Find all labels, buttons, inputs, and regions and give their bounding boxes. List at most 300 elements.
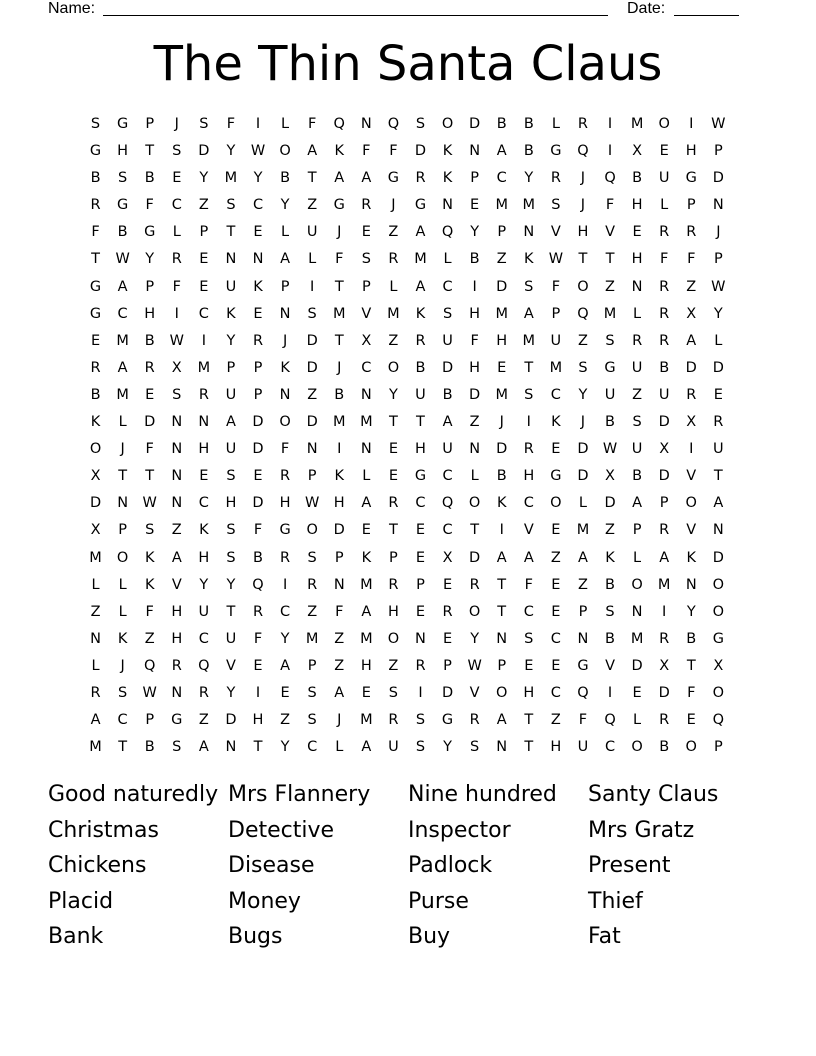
grid-letter[interactable]: K [442,170,453,187]
grid-letter[interactable]: I [472,278,477,295]
grid-letter[interactable]: P [713,251,723,268]
grid-letter[interactable]: P [199,224,209,241]
grid-letter[interactable]: A [496,712,507,729]
grid-letter[interactable]: U [225,278,237,295]
grid-letter[interactable]: E [361,224,371,241]
grid-letter[interactable]: B [605,576,615,593]
grid-letter[interactable]: T [334,332,344,349]
grid-letter[interactable]: R [171,657,182,674]
grid-letter[interactable]: L [172,224,181,241]
grid-letter[interactable]: Z [550,712,561,729]
grid-letter[interactable]: C [252,197,264,214]
grid-letter[interactable]: I [255,116,261,132]
grid-letter[interactable]: G [116,116,129,132]
grid-letter[interactable]: S [524,278,534,295]
grid-letter[interactable]: D [198,143,210,160]
grid-letter[interactable]: G [441,712,454,729]
grid-letter[interactable]: R [388,712,399,729]
grid-letter[interactable]: S [470,739,480,756]
grid-letter[interactable]: K [551,414,561,431]
grid-letter[interactable]: S [199,116,209,132]
grid-letter[interactable]: L [633,549,642,566]
grid-letter[interactable]: K [415,305,426,322]
grid-letter[interactable]: W [115,251,130,268]
grid-letter[interactable]: F [145,197,154,214]
grid-letter[interactable]: L [714,332,723,349]
grid-letter[interactable]: B [442,386,453,403]
grid-letter[interactable]: K [686,549,697,566]
grid-letter[interactable]: R [686,386,697,403]
grid-letter[interactable]: A [361,739,372,756]
grid-letter[interactable]: U [577,739,589,756]
grid-letter[interactable]: E [632,684,642,701]
grid-letter[interactable]: B [253,549,263,566]
grid-letter[interactable]: F [578,712,588,729]
grid-letter[interactable]: M [495,386,508,403]
grid-letter[interactable]: Z [605,522,615,539]
grid-letter[interactable]: H [523,684,535,701]
grid-letter[interactable]: T [118,739,128,756]
grid-letter[interactable]: E [253,657,263,674]
grid-letter[interactable]: L [362,468,371,485]
grid-letter[interactable]: D [252,441,264,458]
grid-letter[interactable]: Z [90,603,101,620]
grid-letter[interactable]: E [199,251,209,268]
grid-letter[interactable]: M [197,359,211,376]
grid-letter[interactable]: N [279,386,291,403]
grid-letter[interactable]: K [253,278,263,295]
grid-letter[interactable]: Z [198,712,209,729]
grid-letter[interactable]: Z [388,657,399,674]
grid-letter[interactable]: M [305,630,319,647]
grid-letter[interactable]: H [469,305,481,322]
grid-letter[interactable]: R [713,414,724,431]
grid-letter[interactable]: F [551,278,561,295]
grid-letter[interactable]: Q [441,224,454,241]
grid-letter[interactable]: T [416,414,425,431]
grid-letter[interactable]: D [252,414,264,431]
grid-letter[interactable]: D [658,684,670,701]
grid-letter[interactable]: Q [252,576,264,593]
grid-letter[interactable]: H [387,603,399,620]
grid-letter[interactable]: M [89,549,102,566]
grid-letter[interactable]: H [631,197,643,214]
grid-letter[interactable]: O [306,522,318,539]
grid-letter[interactable]: T [388,414,398,431]
grid-letter[interactable]: Z [605,278,615,295]
grid-letter[interactable]: A [415,224,426,241]
grid-letter[interactable]: A [361,170,372,187]
grid-letter[interactable]: D [441,359,454,376]
grid-letter[interactable]: N [171,684,183,701]
grid-letter[interactable]: D [469,386,481,403]
grid-letter[interactable]: X [90,468,101,485]
grid-letter[interactable]: J [120,441,125,458]
grid-letter[interactable]: C [198,630,209,647]
grid-letter[interactable]: H [144,305,156,322]
grid-letter[interactable]: Y [226,332,236,349]
grid-letter[interactable]: C [171,197,182,214]
grid-letter[interactable]: R [198,386,209,403]
grid-letter[interactable]: Y [280,197,290,214]
grid-letter[interactable]: D [685,359,697,376]
grid-letter[interactable]: B [632,170,643,187]
grid-letter[interactable]: E [145,386,155,403]
grid-letter[interactable]: E [253,224,263,241]
grid-letter[interactable]: U [631,359,643,376]
grid-letter[interactable]: E [253,305,263,322]
grid-letter[interactable]: H [333,495,345,512]
grid-letter[interactable]: B [415,359,426,376]
grid-letter[interactable]: D [469,549,481,566]
grid-letter[interactable]: D [333,522,345,539]
grid-letter[interactable]: Y [686,603,696,620]
grid-letter[interactable]: N [523,224,535,241]
grid-letter[interactable]: Q [577,143,589,160]
grid-letter[interactable]: E [632,224,642,241]
grid-letter[interactable]: U [388,739,399,756]
grid-letter[interactable]: P [361,278,371,295]
grid-letter[interactable]: R [659,522,670,539]
grid-letter[interactable]: M [224,170,238,187]
grid-letter[interactable]: S [226,549,236,566]
grid-letter[interactable]: A [659,549,670,566]
grid-letter[interactable]: F [605,197,615,214]
grid-letter[interactable]: A [334,170,345,187]
grid-letter[interactable]: N [171,414,183,431]
grid-letter[interactable]: B [523,143,534,160]
grid-letter[interactable]: T [578,251,588,268]
grid-letter[interactable]: Y [199,170,209,187]
grid-letter[interactable]: Q [143,657,156,674]
grid-letter[interactable]: X [442,549,453,566]
grid-letter[interactable]: D [577,468,589,485]
grid-letter[interactable]: T [226,603,236,620]
grid-letter[interactable]: H [252,712,264,729]
grid-letter[interactable]: S [524,386,534,403]
grid-letter[interactable]: T [605,251,615,268]
grid-letter[interactable]: N [117,495,129,512]
grid-letter[interactable]: G [604,359,616,376]
grid-letter[interactable]: N [496,739,508,756]
grid-letter[interactable]: P [416,576,425,593]
grid-letter[interactable]: N [469,441,481,458]
grid-letter[interactable]: L [633,305,642,322]
grid-letter[interactable]: M [549,359,563,376]
grid-letter[interactable]: W [250,143,266,160]
grid-letter[interactable]: N [415,630,426,647]
grid-letter[interactable]: N [712,197,724,214]
grid-letter[interactable]: C [442,522,453,539]
grid-letter[interactable]: B [659,739,670,756]
grid-letter[interactable]: B [117,224,128,241]
grid-letter[interactable]: T [118,468,128,485]
grid-letter[interactable]: M [360,630,373,647]
grid-letter[interactable]: K [361,549,372,566]
grid-letter[interactable]: B [90,386,101,403]
grid-letter[interactable]: T [497,576,507,593]
grid-letter[interactable]: F [524,576,533,593]
grid-letter[interactable]: S [415,712,426,729]
grid-letter[interactable]: S [226,468,236,485]
grid-letter[interactable]: T [253,739,263,756]
grid-letter[interactable]: R [90,197,101,214]
grid-letter[interactable]: D [306,414,318,431]
grid-letter[interactable]: U [658,170,670,187]
grid-letter[interactable]: M [332,305,346,322]
grid-letter[interactable]: N [360,441,372,458]
grid-letter[interactable]: G [144,224,156,241]
grid-letter[interactable]: H [415,441,426,458]
grid-letter[interactable]: M [630,630,644,647]
grid-letter[interactable]: K [605,549,615,566]
grid-letter[interactable]: O [550,495,562,512]
grid-letter[interactable]: F [307,116,317,132]
grid-letter[interactable]: A [523,549,534,566]
grid-letter[interactable]: I [337,441,342,458]
grid-letter[interactable]: O [468,495,481,512]
grid-letter[interactable]: T [524,712,534,729]
grid-letter[interactable]: D [144,414,156,431]
grid-letter[interactable]: L [389,278,398,295]
grid-letter[interactable]: K [144,549,155,566]
grid-letter[interactable]: M [89,739,102,756]
grid-letter[interactable]: A [117,278,128,295]
grid-letter[interactable]: X [361,332,372,349]
grid-letter[interactable]: R [280,549,291,566]
grid-letter[interactable]: C [550,684,561,701]
grid-letter[interactable]: T [226,224,236,241]
grid-letter[interactable]: J [716,224,721,241]
grid-letter[interactable]: T [524,739,534,756]
grid-letter[interactable]: G [550,143,562,160]
grid-letter[interactable]: U [658,386,670,403]
grid-letter[interactable]: N [252,251,264,268]
grid-letter[interactable]: R [523,441,534,458]
grid-letter[interactable]: R [469,712,480,729]
grid-letter[interactable]: M [387,305,400,322]
grid-letter[interactable]: I [607,143,613,160]
grid-letter[interactable]: O [685,739,697,756]
grid-letter[interactable]: A [361,603,372,620]
grid-letter[interactable]: B [632,468,643,485]
grid-letter[interactable]: I [607,684,613,701]
grid-letter[interactable]: Z [198,197,209,214]
grid-letter[interactable]: A [496,143,507,160]
grid-letter[interactable]: J [499,414,504,431]
grid-letter[interactable]: N [496,630,508,647]
grid-letter[interactable]: X [659,441,670,458]
grid-letter[interactable]: O [387,630,400,647]
grid-letter[interactable]: N [712,522,724,539]
grid-letter[interactable]: I [607,116,613,132]
grid-letter[interactable]: R [659,630,670,647]
grid-letter[interactable]: W [142,684,157,701]
grid-letter[interactable]: G [712,630,724,647]
grid-letter[interactable]: U [442,332,453,349]
grid-letter[interactable]: S [415,739,426,756]
grid-letter[interactable]: M [414,251,427,268]
grid-letter[interactable]: B [90,170,101,187]
grid-letter[interactable]: P [253,386,263,403]
grid-letter[interactable]: E [713,386,723,403]
grid-letter[interactable]: P [551,305,561,322]
grid-letter[interactable]: A [523,305,534,322]
grid-letter[interactable]: E [361,684,371,701]
grid-letter[interactable]: C [550,386,561,403]
grid-letter[interactable]: S [307,305,317,322]
grid-letter[interactable]: H [198,549,210,566]
grid-letter[interactable]: C [415,495,426,512]
grid-letter[interactable]: A [713,495,724,512]
grid-letter[interactable]: I [499,522,504,539]
grid-letter[interactable]: E [551,576,561,593]
grid-letter[interactable]: F [145,603,154,620]
grid-letter[interactable]: Q [712,712,725,729]
grid-letter[interactable]: Z [632,386,643,403]
grid-letter[interactable]: E [442,630,453,647]
grid-letter[interactable]: Z [171,522,182,539]
grid-letter[interactable]: E [551,441,561,458]
grid-letter[interactable]: G [279,522,291,539]
grid-letter[interactable]: L [443,251,452,268]
grid-letter[interactable]: X [632,143,643,160]
grid-letter[interactable]: C [442,468,453,485]
grid-letter[interactable]: I [662,603,667,620]
grid-letter[interactable]: A [198,739,209,756]
grid-letter[interactable]: K [496,495,507,512]
grid-letter[interactable]: O [631,739,643,756]
grid-letter[interactable]: X [90,522,101,539]
grid-letter[interactable]: Y [578,386,588,403]
grid-letter[interactable]: O [468,603,481,620]
grid-letter[interactable]: D [658,414,670,431]
grid-letter[interactable]: E [280,684,290,701]
grid-letter[interactable]: G [116,197,129,214]
grid-letter[interactable]: M [360,712,373,729]
grid-letter[interactable]: Y [713,305,723,322]
grid-letter[interactable]: Z [334,657,345,674]
grid-letter[interactable]: C [307,739,318,756]
grid-letter[interactable]: T [145,143,155,160]
grid-letter[interactable]: L [308,251,317,268]
grid-letter[interactable]: V [605,657,615,674]
grid-letter[interactable]: Z [577,332,588,349]
grid-letter[interactable]: M [495,305,508,322]
grid-letter[interactable]: D [89,495,102,512]
grid-letter[interactable]: B [144,739,155,756]
grid-letter[interactable]: T [686,657,696,674]
grid-letter[interactable]: N [306,441,318,458]
grid-letter[interactable]: F [253,630,263,647]
grid-letter[interactable]: J [580,414,586,431]
grid-letter[interactable]: S [307,712,317,729]
grid-letter[interactable]: Q [441,495,454,512]
grid-letter[interactable]: E [415,522,426,539]
grid-letter[interactable]: O [712,684,725,701]
grid-letter[interactable]: K [226,305,236,322]
grid-letter[interactable]: R [252,332,264,349]
grid-letter[interactable]: Z [388,332,399,349]
grid-letter[interactable]: R [144,359,155,376]
grid-letter[interactable]: R [632,332,643,349]
grid-letter[interactable]: H [171,603,183,620]
grid-letter[interactable]: B [496,468,507,485]
grid-letter[interactable]: N [360,386,372,403]
grid-letter[interactable]: B [496,116,507,132]
grid-letter[interactable]: A [334,684,345,701]
grid-letter[interactable]: J [337,359,342,376]
grid-letter[interactable]: X [686,414,697,431]
grid-letter[interactable]: B [659,359,670,376]
grid-letter[interactable]: F [660,251,669,268]
grid-letter[interactable]: H [279,495,291,512]
grid-letter[interactable]: S [388,684,398,701]
grid-letter[interactable]: C [361,359,372,376]
grid-letter[interactable]: D [252,495,264,512]
grid-letter[interactable]: N [171,495,183,512]
grid-letter[interactable]: L [633,712,642,729]
grid-letter[interactable]: I [418,684,423,701]
grid-letter[interactable]: Q [198,657,210,674]
grid-letter[interactable]: N [171,468,183,485]
grid-letter[interactable]: J [337,712,342,729]
grid-letter[interactable]: P [713,143,723,160]
grid-letter[interactable]: A [307,143,318,160]
grid-letter[interactable]: B [334,386,345,403]
grid-letter[interactable]: G [89,305,102,322]
grid-letter[interactable]: S [118,170,128,187]
grid-letter[interactable]: K [334,143,344,160]
grid-letter[interactable]: U [713,441,724,458]
grid-letter[interactable]: Q [387,116,400,132]
grid-letter[interactable]: X [686,305,697,322]
grid-letter[interactable]: W [467,657,482,674]
grid-letter[interactable]: S [605,332,615,349]
grid-letter[interactable]: P [713,739,723,756]
grid-letter[interactable]: O [577,278,589,295]
grid-letter[interactable]: G [89,278,102,295]
grid-letter[interactable]: O [116,549,129,566]
grid-letter[interactable]: K [442,143,453,160]
grid-letter[interactable]: J [174,116,179,132]
grid-letter[interactable]: X [605,468,615,485]
grid-letter[interactable]: P [443,657,452,674]
grid-letter[interactable]: L [91,576,100,593]
grid-letter[interactable]: W [548,251,564,268]
grid-letter[interactable]: K [524,251,534,268]
grid-letter[interactable]: T [145,468,155,485]
grid-letter[interactable]: A [496,549,507,566]
grid-letter[interactable]: V [686,522,697,539]
grid-letter[interactable]: C [442,278,453,295]
grid-letter[interactable]: H [496,332,508,349]
grid-letter[interactable]: A [280,251,291,268]
grid-letter[interactable]: K [117,630,128,647]
grid-letter[interactable]: M [360,576,373,593]
grid-letter[interactable]: D [712,549,724,566]
grid-letter[interactable]: C [117,305,128,322]
grid-letter[interactable]: D [712,170,724,187]
grid-letter[interactable]: A [280,657,291,674]
grid-letter[interactable]: T [388,522,398,539]
grid-letter[interactable]: L [660,197,669,214]
grid-letter[interactable]: G [577,657,589,674]
grid-letter[interactable]: G [685,170,697,187]
grid-letter[interactable]: V [550,224,561,241]
grid-letter[interactable]: Y [280,630,290,647]
grid-letter[interactable]: M [603,305,617,322]
